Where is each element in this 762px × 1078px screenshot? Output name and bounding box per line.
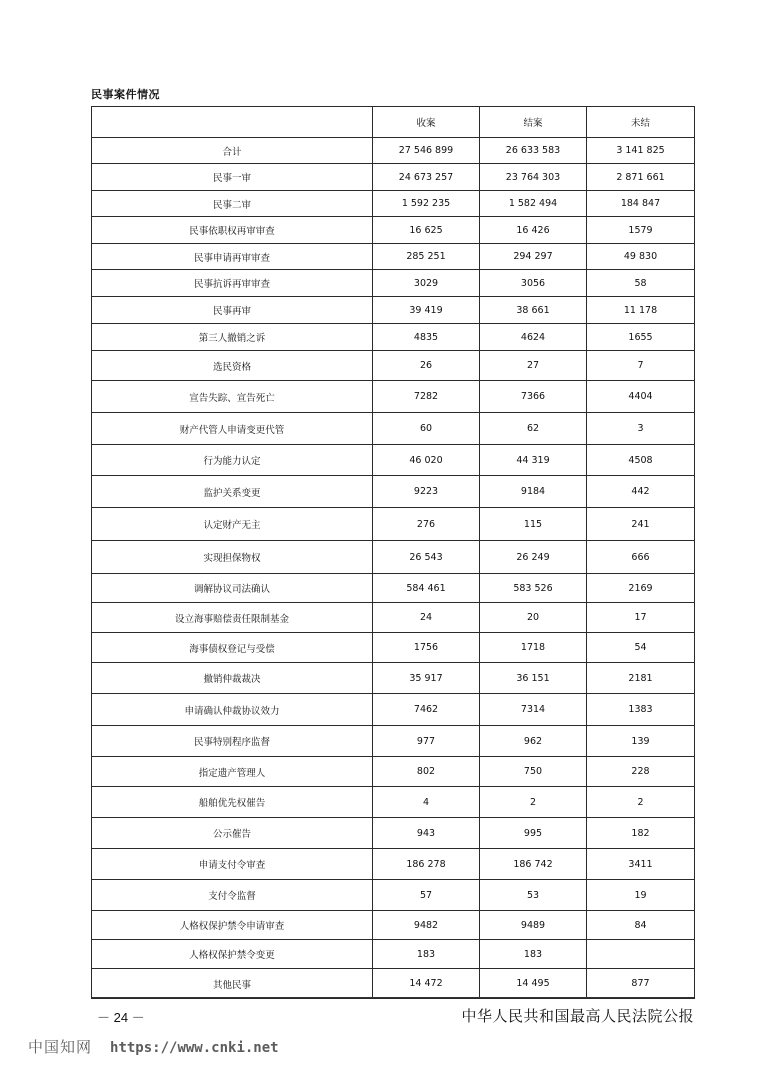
pending-cell: 11 178 bbox=[587, 297, 695, 324]
received-cell: 3029 bbox=[373, 270, 480, 297]
received-cell: 16 625 bbox=[373, 217, 480, 244]
page-title: 民事案件情况 bbox=[91, 88, 160, 101]
header-pending: 未结 bbox=[587, 107, 695, 138]
footer-rule bbox=[91, 997, 694, 998]
table-row bbox=[92, 445, 695, 476]
pending-cell: 17 bbox=[587, 603, 695, 633]
row-name-cell: 宣告失踪、宣告死亡 bbox=[92, 381, 373, 413]
pending-cell: 3411 bbox=[587, 849, 695, 880]
received-cell: 57 bbox=[373, 880, 480, 911]
pending-cell: 54 bbox=[587, 633, 695, 663]
closed-cell: 1 582 494 bbox=[480, 191, 587, 217]
received-cell: 276 bbox=[373, 508, 480, 541]
table-row bbox=[92, 726, 695, 757]
table-row bbox=[92, 270, 695, 297]
pending-cell: 19 bbox=[587, 880, 695, 911]
table-row bbox=[92, 694, 695, 726]
table-row bbox=[92, 911, 695, 940]
watermark-url: https://www.cnki.net bbox=[110, 1040, 279, 1056]
table-row bbox=[92, 351, 695, 381]
pending-cell: 241 bbox=[587, 508, 695, 541]
row-name-cell: 民事依职权再审审查 bbox=[92, 217, 373, 244]
table-row bbox=[92, 217, 695, 244]
pending-cell: 1655 bbox=[587, 324, 695, 351]
table-row bbox=[92, 633, 695, 663]
closed-cell: 995 bbox=[480, 818, 587, 849]
table-row bbox=[92, 476, 695, 508]
row-name-cell: 海事债权登记与受偿 bbox=[92, 633, 373, 663]
row-name-cell: 实现担保物权 bbox=[92, 541, 373, 574]
pending-cell: 84 bbox=[587, 911, 695, 940]
received-cell: 977 bbox=[373, 726, 480, 757]
table-row bbox=[92, 787, 695, 818]
pending-cell: 182 bbox=[587, 818, 695, 849]
pending-cell bbox=[587, 940, 695, 969]
closed-cell: 186 742 bbox=[480, 849, 587, 880]
pending-cell: 7 bbox=[587, 351, 695, 381]
pending-cell: 3 141 825 bbox=[587, 138, 695, 164]
pending-cell: 58 bbox=[587, 270, 695, 297]
table-row bbox=[92, 880, 695, 911]
row-name-cell: 撤销仲裁裁决 bbox=[92, 663, 373, 694]
closed-cell: 23 764 303 bbox=[480, 164, 587, 191]
table-row bbox=[92, 849, 695, 880]
table-row bbox=[92, 191, 695, 217]
closed-cell: 583 526 bbox=[480, 574, 587, 603]
watermark-site: 中国知网 bbox=[28, 1038, 93, 1056]
civil-cases-table bbox=[91, 106, 695, 999]
closed-cell: 14 495 bbox=[480, 969, 587, 999]
row-name-cell: 选民资格 bbox=[92, 351, 373, 381]
row-name-cell: 船舶优先权催告 bbox=[92, 787, 373, 818]
row-name-cell: 认定财产无主 bbox=[92, 508, 373, 541]
closed-cell: 7366 bbox=[480, 381, 587, 413]
table-body bbox=[92, 138, 695, 999]
table-header-row bbox=[92, 107, 695, 138]
closed-cell: 4624 bbox=[480, 324, 587, 351]
row-name-cell: 民事特别程序监督 bbox=[92, 726, 373, 757]
row-name-cell: 民事二审 bbox=[92, 191, 373, 217]
received-cell: 183 bbox=[373, 940, 480, 969]
received-cell: 802 bbox=[373, 757, 480, 787]
watermark bbox=[28, 1036, 279, 1057]
pending-cell: 139 bbox=[587, 726, 695, 757]
row-name-cell: 调解协议司法确认 bbox=[92, 574, 373, 603]
closed-cell: 16 426 bbox=[480, 217, 587, 244]
closed-cell: 44 319 bbox=[480, 445, 587, 476]
closed-cell: 9489 bbox=[480, 911, 587, 940]
received-cell: 24 673 257 bbox=[373, 164, 480, 191]
table-row bbox=[92, 297, 695, 324]
row-name-cell: 财产代管人申请变更代管 bbox=[92, 413, 373, 445]
closed-cell: 62 bbox=[480, 413, 587, 445]
closed-cell: 1718 bbox=[480, 633, 587, 663]
received-cell: 60 bbox=[373, 413, 480, 445]
pending-cell: 184 847 bbox=[587, 191, 695, 217]
table-row bbox=[92, 574, 695, 603]
pending-cell: 2 bbox=[587, 787, 695, 818]
row-name-cell: 支付令监督 bbox=[92, 880, 373, 911]
closed-cell: 26 249 bbox=[480, 541, 587, 574]
received-cell: 584 461 bbox=[373, 574, 480, 603]
row-name-cell: 合计 bbox=[92, 138, 373, 164]
closed-cell: 36 151 bbox=[480, 663, 587, 694]
table-row bbox=[92, 381, 695, 413]
received-cell: 943 bbox=[373, 818, 480, 849]
closed-cell: 183 bbox=[480, 940, 587, 969]
table-row bbox=[92, 940, 695, 969]
row-name-cell: 民事抗诉再审审查 bbox=[92, 270, 373, 297]
table-row bbox=[92, 757, 695, 787]
row-name-cell: 其他民事 bbox=[92, 969, 373, 999]
closed-cell: 27 bbox=[480, 351, 587, 381]
received-cell: 1756 bbox=[373, 633, 480, 663]
received-cell: 186 278 bbox=[373, 849, 480, 880]
received-cell: 4835 bbox=[373, 324, 480, 351]
pending-cell: 2169 bbox=[587, 574, 695, 603]
closed-cell: 38 661 bbox=[480, 297, 587, 324]
pending-cell: 877 bbox=[587, 969, 695, 999]
table-row bbox=[92, 244, 695, 270]
page-number: － 24 － bbox=[97, 1010, 145, 1025]
pending-cell: 4508 bbox=[587, 445, 695, 476]
closed-cell: 9184 bbox=[480, 476, 587, 508]
received-cell: 4 bbox=[373, 787, 480, 818]
received-cell: 9223 bbox=[373, 476, 480, 508]
closed-cell: 750 bbox=[480, 757, 587, 787]
closed-cell: 115 bbox=[480, 508, 587, 541]
closed-cell: 20 bbox=[480, 603, 587, 633]
table-row bbox=[92, 138, 695, 164]
pending-cell: 4404 bbox=[587, 381, 695, 413]
received-cell: 24 bbox=[373, 603, 480, 633]
received-cell: 26 543 bbox=[373, 541, 480, 574]
closed-cell: 26 633 583 bbox=[480, 138, 587, 164]
header-closed: 结案 bbox=[480, 107, 587, 138]
pending-cell: 1579 bbox=[587, 217, 695, 244]
row-name-cell: 民事一审 bbox=[92, 164, 373, 191]
pending-cell: 3 bbox=[587, 413, 695, 445]
received-cell: 39 419 bbox=[373, 297, 480, 324]
closed-cell: 2 bbox=[480, 787, 587, 818]
received-cell: 46 020 bbox=[373, 445, 480, 476]
table-row bbox=[92, 324, 695, 351]
table-row bbox=[92, 818, 695, 849]
row-name-cell: 指定遗产管理人 bbox=[92, 757, 373, 787]
pending-cell: 666 bbox=[587, 541, 695, 574]
row-name-cell: 申请确认仲裁协议效力 bbox=[92, 694, 373, 726]
table-row bbox=[92, 413, 695, 445]
received-cell: 7282 bbox=[373, 381, 480, 413]
received-cell: 7462 bbox=[373, 694, 480, 726]
table-row bbox=[92, 969, 695, 999]
table-row bbox=[92, 508, 695, 541]
received-cell: 26 bbox=[373, 351, 480, 381]
pending-cell: 2181 bbox=[587, 663, 695, 694]
table-row bbox=[92, 663, 695, 694]
row-name-cell: 民事再审 bbox=[92, 297, 373, 324]
pending-cell: 2 871 661 bbox=[587, 164, 695, 191]
row-name-cell: 第三人撤销之诉 bbox=[92, 324, 373, 351]
received-cell: 35 917 bbox=[373, 663, 480, 694]
received-cell: 14 472 bbox=[373, 969, 480, 999]
header-received: 收案 bbox=[373, 107, 480, 138]
row-name-cell: 公示催告 bbox=[92, 818, 373, 849]
pending-cell: 442 bbox=[587, 476, 695, 508]
received-cell: 27 546 899 bbox=[373, 138, 480, 164]
received-cell: 285 251 bbox=[373, 244, 480, 270]
received-cell: 9482 bbox=[373, 911, 480, 940]
pending-cell: 228 bbox=[587, 757, 695, 787]
row-name-cell: 人格权保护禁令变更 bbox=[92, 940, 373, 969]
closed-cell: 53 bbox=[480, 880, 587, 911]
row-name-cell: 申请支付令审查 bbox=[92, 849, 373, 880]
pending-cell: 1383 bbox=[587, 694, 695, 726]
row-name-cell: 人格权保护禁令申请审查 bbox=[92, 911, 373, 940]
row-name-cell: 民事申请再审审查 bbox=[92, 244, 373, 270]
table-row bbox=[92, 541, 695, 574]
received-cell: 1 592 235 bbox=[373, 191, 480, 217]
row-name-cell: 行为能力认定 bbox=[92, 445, 373, 476]
publication-name: 中华人民共和国最高人民法院公报 bbox=[461, 1007, 694, 1025]
row-name-cell: 监护关系变更 bbox=[92, 476, 373, 508]
row-name-cell: 设立海事赔偿责任限制基金 bbox=[92, 603, 373, 633]
table-row bbox=[92, 164, 695, 191]
table-row bbox=[92, 603, 695, 633]
closed-cell: 7314 bbox=[480, 694, 587, 726]
closed-cell: 962 bbox=[480, 726, 587, 757]
header-item bbox=[92, 107, 373, 138]
pending-cell: 49 830 bbox=[587, 244, 695, 270]
closed-cell: 3056 bbox=[480, 270, 587, 297]
closed-cell: 294 297 bbox=[480, 244, 587, 270]
